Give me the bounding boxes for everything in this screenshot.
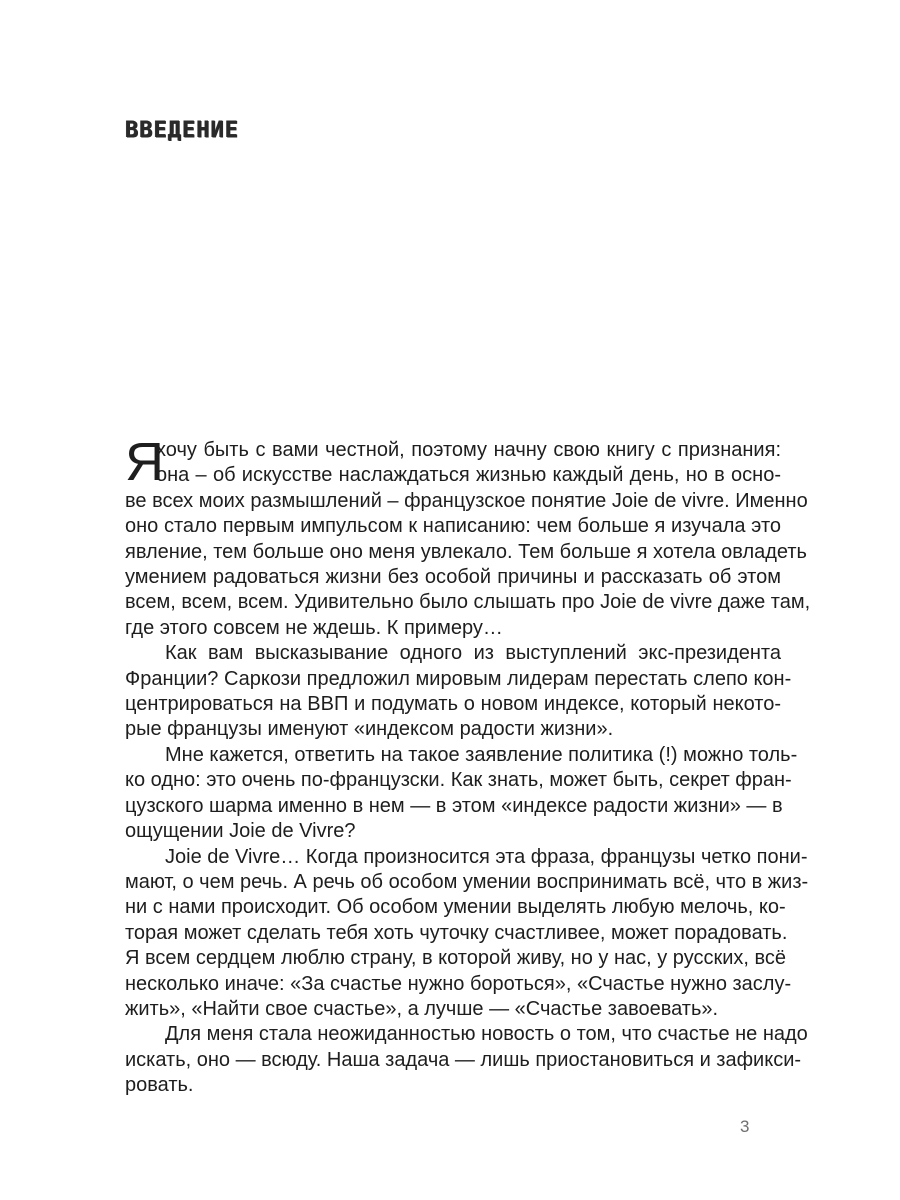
- text-line: ощущении Joie de Vivre?: [125, 820, 356, 843]
- text-body: [125, 432, 811, 1099]
- text-line: явление, тем больше оно меня увлекало. Тем больше я хотела овладеть: [125, 540, 807, 563]
- text-line: ни с нами происходит. Об особом умении выделять любую мелочь, ко-: [125, 896, 786, 919]
- text-line: ко одно: это очень по-французски. Как знать, может быть, секрет фран-: [125, 769, 792, 792]
- text-line: хочу быть с вами честной, поэтому начну свою книгу с признания:: [156, 439, 781, 461]
- paragraph-2: [125, 641, 792, 743]
- text-line: Мне кажется, ответить на такое заявление политика (!) можно толь-: [165, 743, 798, 766]
- text-line: несколько иначе: «За счастье нужно бороться», «Счастье нужно заслу-: [125, 972, 792, 995]
- text-line: оно стало первым импульсом к написанию: чем больше я изучала это: [125, 515, 781, 538]
- paragraph-3: [125, 743, 798, 845]
- text-line: где этого совсем не ждешь. К примеру…: [125, 616, 503, 639]
- text-line: искать, оно — всюду. Наша задача — лишь приостановиться и зафикси-: [125, 1048, 802, 1071]
- text-line: ровать.: [125, 1074, 194, 1097]
- text-line: Joie de Vivre… Когда произносится эта фраза, французы четко пони-: [165, 845, 808, 868]
- text-line: цузского шарма именно в нем — в этом «индексе радости жизни» — в: [125, 794, 783, 817]
- text-line: она – об искусстве наслаждаться жизнью каждый день, но в осно-: [156, 464, 781, 487]
- text-line: ве всех моих размышлений – французское понятие Joie de vivre. Именно: [125, 489, 808, 512]
- chapter-title: ВВЕДЕНИЕ: [125, 118, 239, 143]
- text-line: жить», «Найти свое счастье», а лучше — «Счастье завоевать».: [125, 997, 719, 1020]
- text-line: Для меня стала неожиданностью новость о том, что счастье не надо: [165, 1023, 808, 1046]
- text-line: торая может сделать тебя хоть чуточку счастливее, может порадовать.: [125, 921, 788, 944]
- text-line: Я всем сердцем люблю страну, в которой живу, но у нас, у русских, всё: [125, 947, 787, 970]
- text-line: Франции? Саркози предложил мировым лидерам перестать слепо кон-: [125, 667, 792, 690]
- text-line: рые французы именуют «индексом радости жизни».: [125, 718, 614, 741]
- text-line: мают, о чем речь. А речь об особом умении воспринимать всё, что в жиз-: [125, 870, 809, 893]
- paragraph-1: [125, 432, 811, 641]
- text-line: центрироваться на ВВП и подумать о новом индексе, который некото-: [125, 693, 781, 716]
- paragraph-4: [125, 845, 809, 1023]
- paragraph-5: [125, 1022, 808, 1098]
- text-line: всем, всем, всем. Удивительно было слышать про Joie de vivre даже там,: [125, 591, 811, 614]
- text-line: умением радоваться жизни без особой причины и рассказать об этом: [125, 566, 781, 589]
- text-line: Как вам высказывание одного из выступлений экс-президента: [165, 642, 781, 665]
- drop-cap: Я: [125, 432, 164, 492]
- page-number: 3: [740, 1117, 750, 1136]
